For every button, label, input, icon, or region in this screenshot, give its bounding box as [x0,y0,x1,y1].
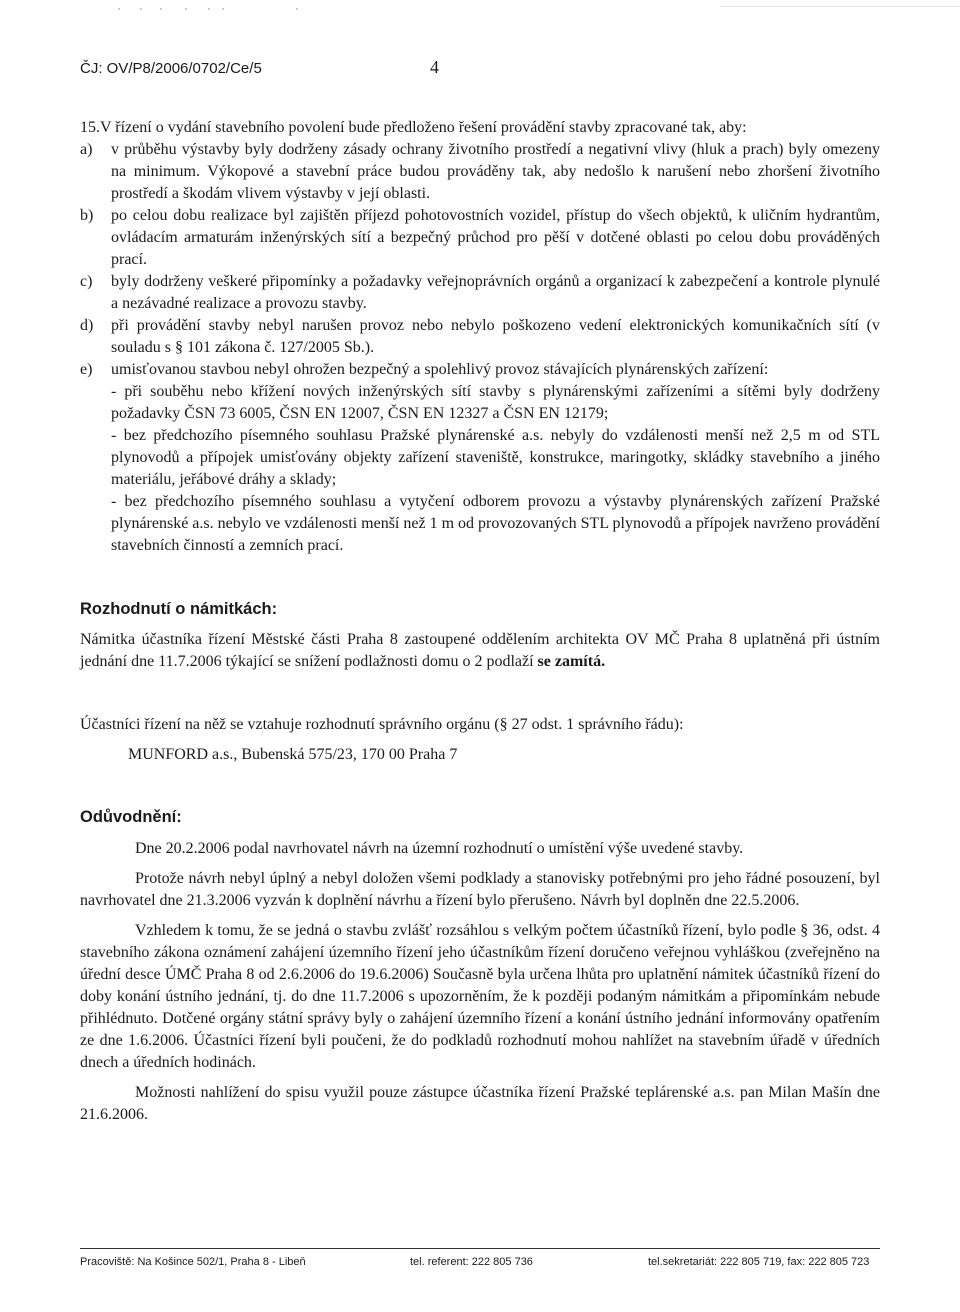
footer-referent-phone: tel. referent: 222 805 736 [410,1256,533,1268]
justification-paragraph: Vzhledem k tomu, že se jedná o stavbu zvlášť rozsáhlou s velkým počtem účastníků řízení, bylo podle § 36, odst. 4 stavebního zákona oznámení zahájení územního řízení jeho účastníkům řízení doručeno veřejnou vyhláškou (zveřejněno na úřední desce ÚMČ Praha 8 od 2.6.2006 do 19.6.2006) Současně byla určena lhůta pro uplatnění námitek účastníků řízení do doby konání ústního jednání, tj. do dne 11.7.2006 s upozorněním, že k později podaným námitkám a připomínkám nebude přihlédnuto. Dotčené orgány státní správy byly o zahájení územního řízení a konání ústního jednání informovány opatřením ze dne 1.6.2006. Účastníci řízení byli poučeni, že do podkladů rozhodnutí mohou nahlížet na stavebním úřadě v úředních dnech a úředních hodinách. [80,922,880,1071]
justification-heading: Odůvodnění: [80,808,182,826]
list-marker: c) [80,273,93,290]
objections-body: Námitka účastníka řízení Městské části Praha 8 zastoupené oddělením architekta OV MČ Praha 8 uplatněná při ústním jednání dne 11.7.2006 týkající se snížení podlažnosti domu o 2 podlaží [80,631,880,670]
list-marker: e) [80,361,93,378]
participants-section [80,714,880,766]
page-header [80,57,880,78]
scan-edge-line [720,6,960,7]
list-item-text: po celou dobu realizace byl zajištěn příjezd pohotovostních vozidel, přístup do všech objektů, k uličním hydrantům, ovládacím armaturám inženýrských sítí a bezpečný průchod pro pěší v dotčené oblasti po celou dobu prováděných prací. [111,207,880,268]
list-item-a [80,139,880,205]
footer-workplace: Pracoviště: Na Košince 502/1, Praha 8 - Libeň [80,1256,306,1268]
list-marker: b) [80,207,94,224]
list-item-text: v průběhu výstavby byly dodrženy zásady ochrany životního prostředí a negativní vlivy (hluk a prach) byly omezeny na minimum. Výkopové a stavební práce budou prováděny tak, aby nedošlo k narušení nebo zhoršení životního prostředí a škodám vlivem výstavby v její oblasti. [111,141,880,202]
list-item-e-sub: - bez předchozího písemného souhlasu a vytyčení odborem provozu a výstavby plynárenských zařízení Pražské plynárenské a.s. nebylo ve vzdálenosti menší než 1 m od provozovaných STL plynovodů a přípojek navrženo provádění stavebních činností a zemních prací. [111,493,880,554]
list-item-b [80,205,880,271]
objections-verdict: se zamítá. [537,653,606,670]
list-item-text: umisťovanou stavbou nebyl ohrožen bezpečný a spolehlivý provoz stávajících plynárenských zařízení: [111,361,769,378]
list-item-c [80,271,880,315]
justification-paragraph: Dne 20.2.2006 podal navrhovatel návrh na územní rozhodnutí o umístění výše uvedené stavby. [135,840,744,857]
scan-speck [222,8,224,10]
objections-section [80,598,880,673]
scan-speck [208,8,210,10]
scan-speck [296,8,298,10]
justification-paragraph: Protože návrh nebyl úplný a nebyl doložen všemi podklady a stanovisky potřebnými pro jeho řádné posouzení, byl navrhovatel dne 21.3.2006 vyzván k doplnění návrhu a řízení bylo přerušeno. Návrh byl doplněn dne 22.5.2006. [80,870,880,909]
list-item-e-sub: - bez předchozího písemného souhlasu Pražské plynárenské a.s. nebyly do vzdálenosti menší než 2,5 m od STL plynovodů a přípojek umisťovány objekty zařízení staveniště, konstrukce, maringotky, skládky stavebního a jiného materiálu, jeřábové dráhy a sklady; [111,427,880,488]
participants-value: MUNFORD a.s., Bubenská 575/23, 170 00 Praha 7 [128,746,458,763]
section-15-intro: 15.V řízení o vydání stavebního povolení bude předloženo řešení provádění stavby zpracované tak, aby: [80,119,747,136]
page-footer [80,1248,880,1279]
list-item-text: byly dodrženy veškeré připomínky a požadavky veřejnoprávních orgánů a organizací k zabezpečení a kontrole plynulé a nezávadné realizace a provozu stavby. [111,273,880,312]
objections-heading: Rozhodnutí o námitkách: [80,600,278,618]
section-15 [80,117,880,557]
objections-text [80,629,880,673]
scan-speck [118,8,120,10]
list-marker: d) [80,317,94,334]
list-item-e [80,359,880,381]
scan-speck [160,8,162,10]
justification-section [80,806,880,1126]
reference-number: ČJ: OV/P8/2006/0702/Ce/5 [80,60,262,77]
participants-label: Účastníci řízení na něž se vztahuje rozhodnutí správního orgánu (§ 27 odst. 1 správního řádu): [80,716,684,733]
justification-paragraph: Možnosti nahlížení do spisu využil pouze zástupce účastníka řízení Pražské teplárenské a.s. pan Milan Mašín dne 21.6.2006. [80,1084,880,1123]
list-item-e-sub: - při souběhu nebo křížení nových inženýrských sítí stavby s plynárenskými zařízeními a sítěmi byly dodrženy požadavky ČSN 73 6005, ČSN EN 12007, ČSN EN 12327 a ČSN EN 12179; [111,383,880,422]
list-item-text: při provádění stavby nebyl narušen provoz nebo nebylo poškozeno vedení elektronických komunikačních sítí (v souladu s § 101 zákona č. 127/2005 Sb.). [111,317,880,356]
page-number: 4 [430,57,439,77]
scan-speck [185,8,187,10]
list-item-d [80,315,880,359]
list-marker: a) [80,141,93,158]
scan-speck [140,8,142,10]
footer-secretariat-phone: tel.sekretariát: 222 805 719, fax: 222 805 723 [648,1256,870,1268]
